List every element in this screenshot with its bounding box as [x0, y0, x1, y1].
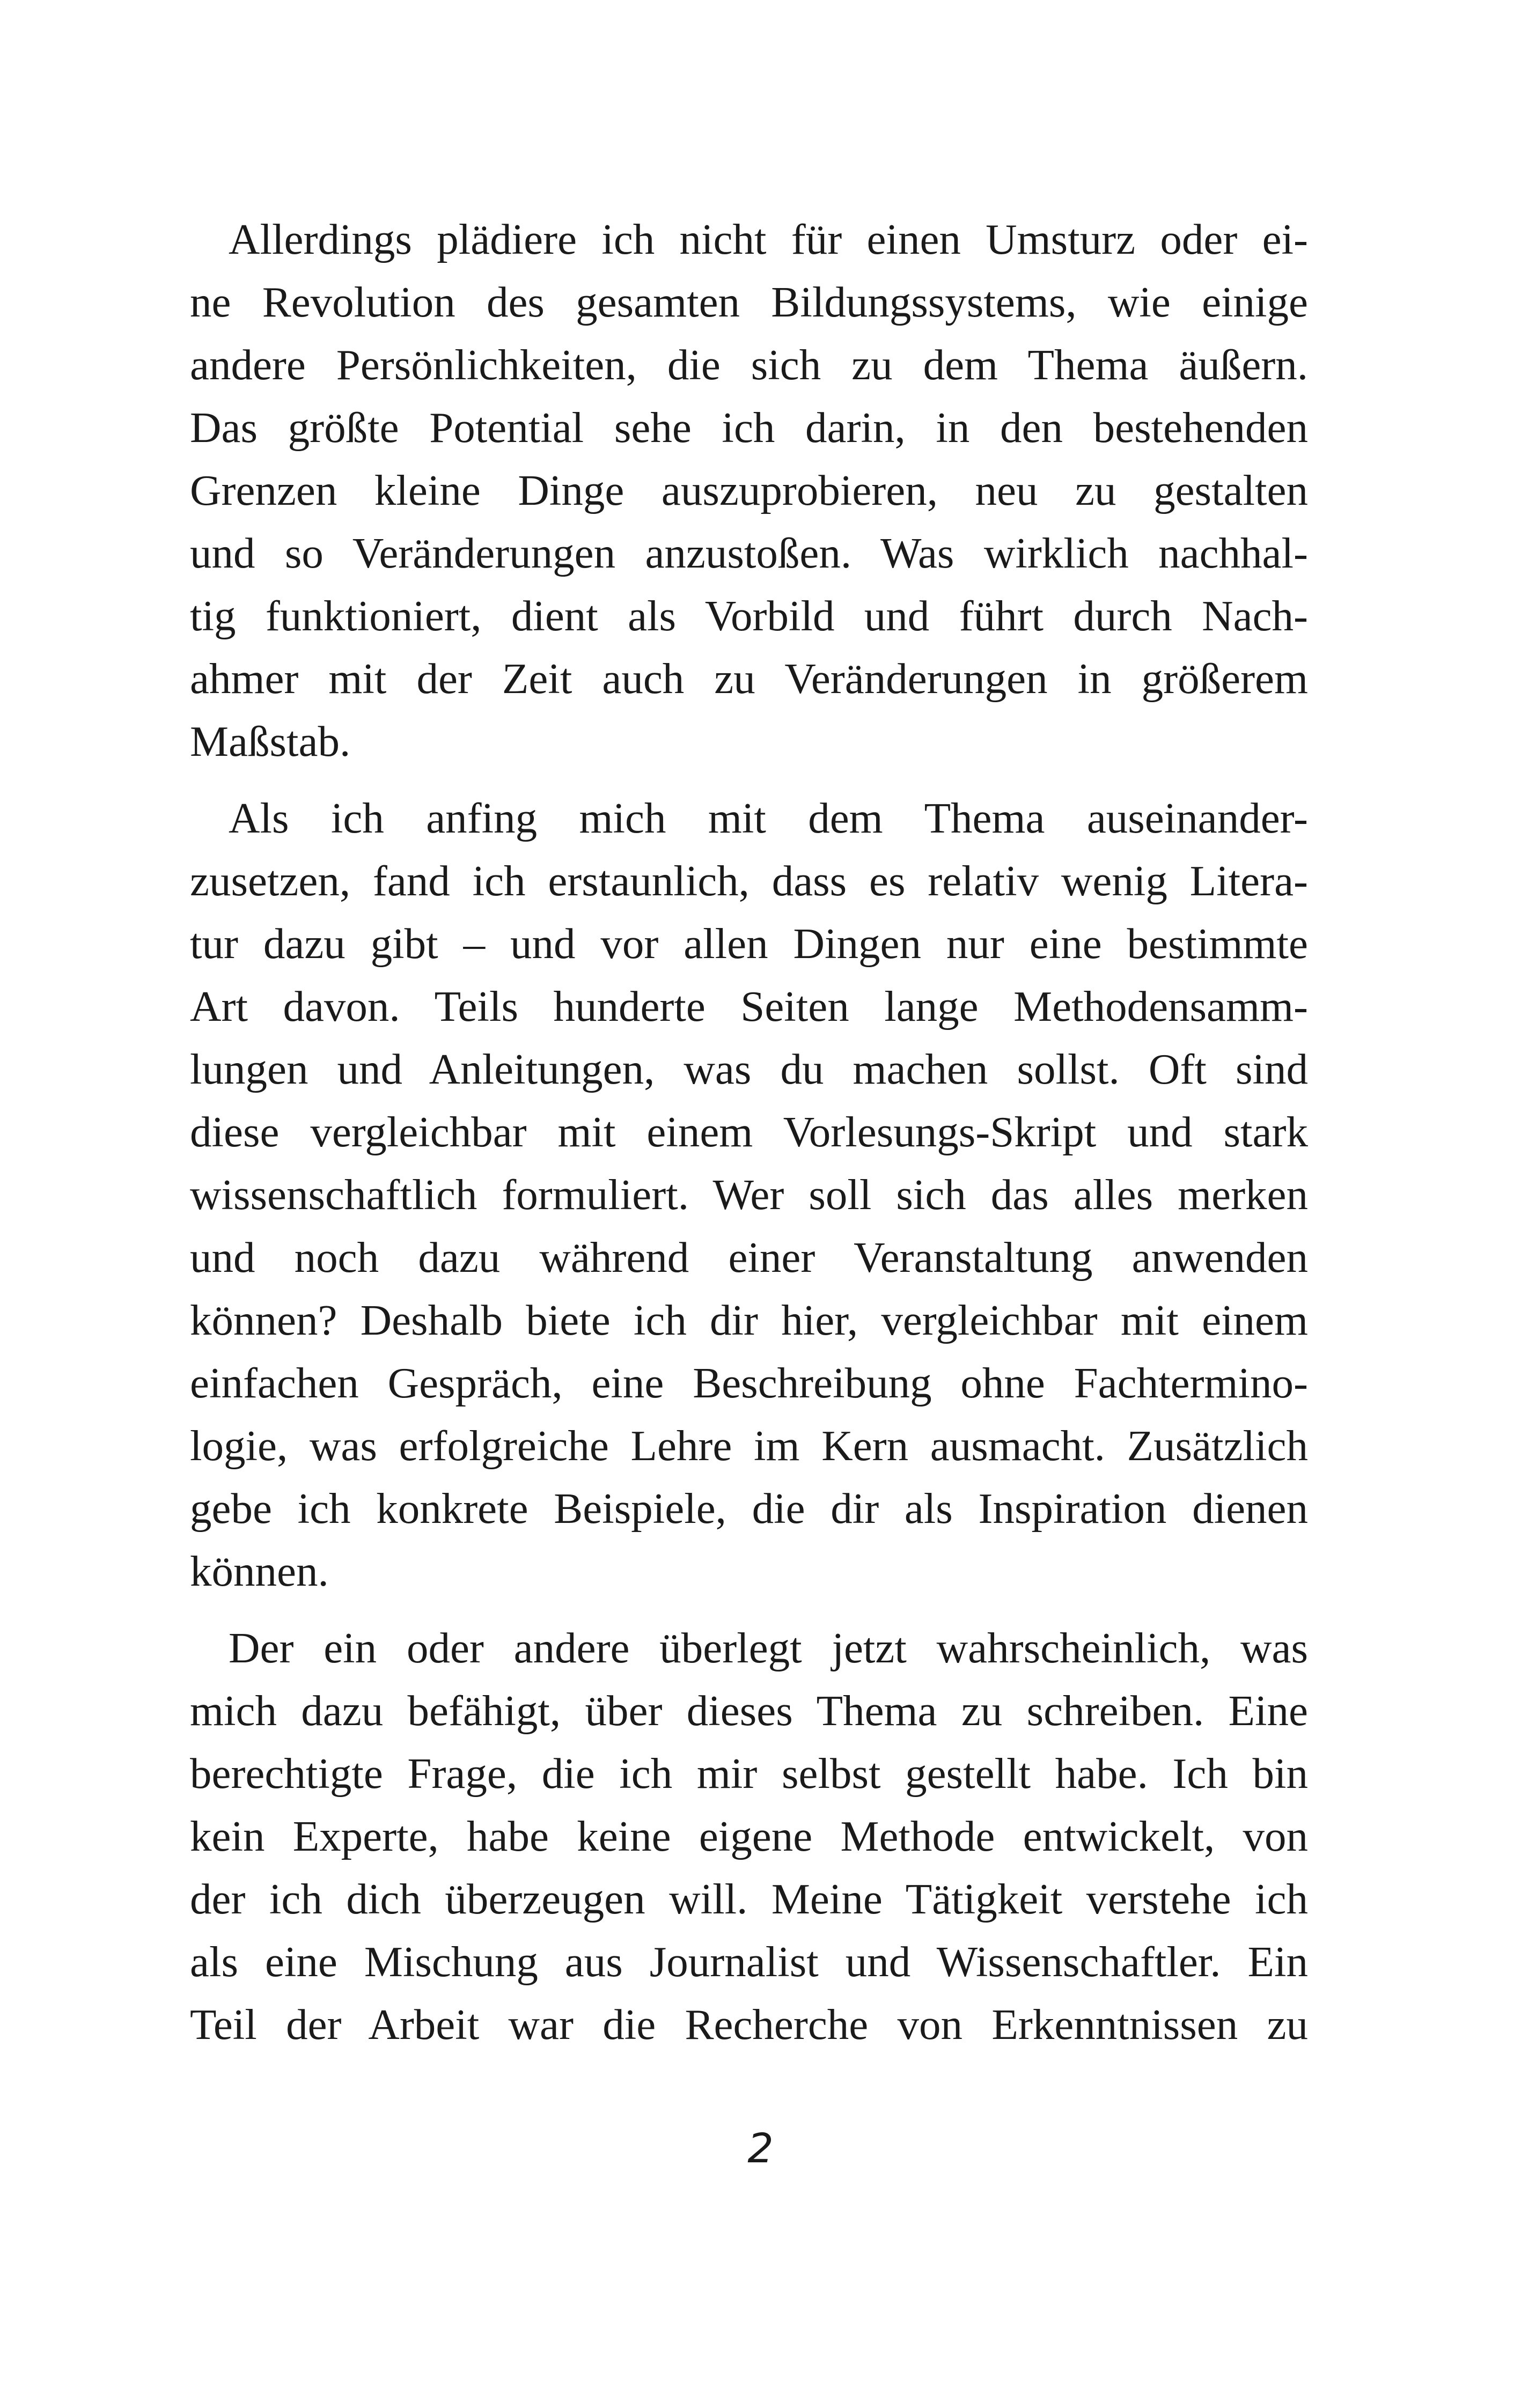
text-line: tur dazu gibt – und vor allen Dingen nur eine bestimmte: [190, 919, 1308, 968]
paragraph-3: [190, 1617, 1308, 2056]
text-line: und noch dazu während einer Veranstaltung anwenden: [190, 1233, 1308, 1282]
text-line: wissenschaftlich formuliert. Wer soll sich das alles merken: [190, 1170, 1308, 1219]
text-line: können? Deshalb biete ich dir hier, vergleichbar mit einem: [190, 1296, 1308, 1344]
text-line: gebe ich konkrete Beispiele, die dir als Inspiration dienen: [190, 1484, 1308, 1533]
text-line: Art davon. Teils hunderte Seiten lange Methodensamm-: [190, 982, 1308, 1030]
text-line: ahmer mit der Zeit auch zu Veränderungen in größerem: [190, 654, 1308, 703]
text-line: Grenzen kleine Dinge auszuprobieren, neu zu gestalten: [190, 466, 1308, 514]
paragraph-1: [190, 208, 1308, 773]
text-line: und so Veränderungen anzustoßen. Was wirklich nachhal-: [190, 529, 1308, 577]
text-line: logie, was erfolgreiche Lehre im Kern ausmacht. Zusätzlich: [190, 1422, 1308, 1470]
paragraph-2: [190, 787, 1308, 1603]
page-number: 2: [747, 2124, 774, 2172]
body-text: [190, 208, 1308, 2070]
text-line: ne Revolution des gesamten Bildungssystems, wie einige: [190, 278, 1308, 326]
text-line: andere Persönlichkeiten, die sich zu dem Thema äußern.: [190, 341, 1308, 389]
text-line: mich dazu befähigt, über dieses Thema zu schreiben. Eine: [190, 1687, 1308, 1735]
text-line: Allerdings plädiere ich nicht für einen Umsturz oder ei-: [229, 215, 1308, 263]
text-line: können.: [190, 1547, 329, 1595]
text-line: einfachen Gespräch, eine Beschreibung ohne Fachtermino-: [190, 1359, 1308, 1407]
text-line: Der ein oder andere überlegt jetzt wahrscheinlich, was: [229, 1624, 1308, 1672]
text-line: diese vergleichbar mit einem Vorlesungs-Skript und stark: [190, 1108, 1308, 1156]
text-line: Maßstab.: [190, 717, 351, 765]
text-line: zusetzen, fand ich erstaunlich, dass es relativ wenig Litera-: [190, 857, 1308, 905]
text-line: tig funktioniert, dient als Vorbild und führt durch Nach-: [190, 592, 1308, 640]
text-line: Das größte Potential sehe ich darin, in den bestehenden: [190, 403, 1308, 452]
text-line: lungen und Anleitungen, was du machen sollst. Oft sind: [190, 1045, 1308, 1093]
text-line: berechtigte Frage, die ich mir selbst gestellt habe. Ich bin: [190, 1749, 1308, 1798]
text-line: als eine Mischung aus Journalist und Wissenschaftler. Ein: [190, 1938, 1308, 1986]
text-line: kein Experte, habe keine eigene Methode entwickelt, von: [190, 1812, 1308, 1860]
text-line: Als ich anfing mich mit dem Thema auseinander-: [229, 794, 1308, 842]
text-line: Teil der Arbeit war die Recherche von Erkenntnissen zu: [190, 2000, 1308, 2049]
text-line: der ich dich überzeugen will. Meine Tätigkeit verstehe ich: [190, 1875, 1308, 1923]
